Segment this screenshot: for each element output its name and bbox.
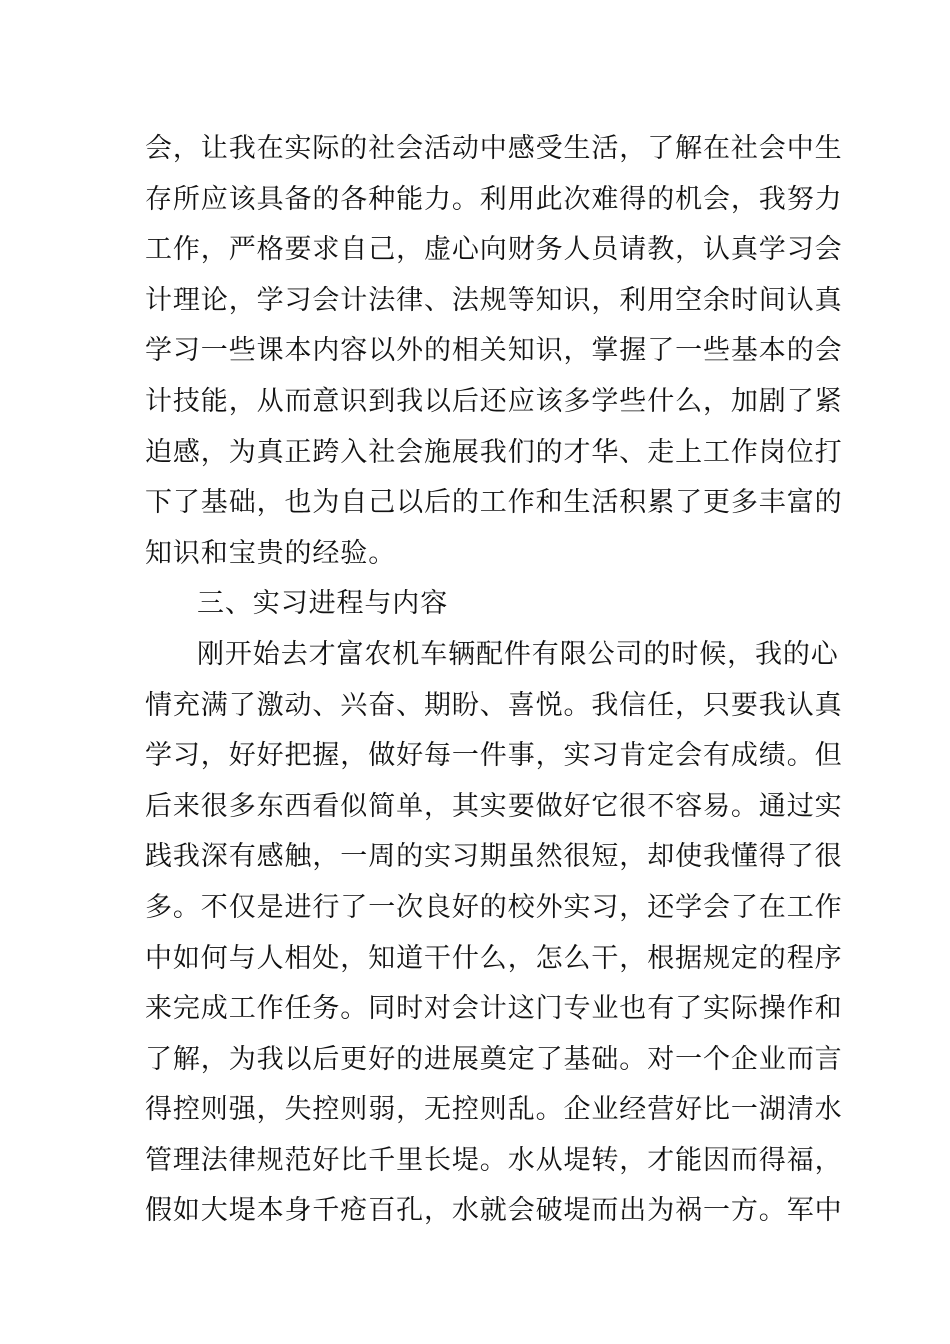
paragraph-1-line: 学习一些课本内容以外的相关知识，掌握了一些基本的会 [145,335,843,367]
paragraph-1-line: 工作，严格要求自己，虚心向财务人员请教，认真学习会 [145,234,843,266]
paragraph-2-line: 来完成工作任务。同时对会计这门专业也有了实际操作和 [145,993,843,1025]
paragraph-1-line: 知识和宝贵的经验。 [145,537,397,569]
paragraph-2-line: 管理法律规范好比千里长堤。水从堤转，才能因而得福， [145,1144,843,1176]
paragraph-1-line: 计技能，从而意识到我以后还应该多学些什么，加剧了紧 [145,385,843,417]
paragraph-1-line: 下了基础，也为自己以后的工作和生活积累了更多丰富的 [145,487,843,519]
paragraph-2-line: 多。不仅是进行了一次良好的校外实习，还学会了在工作 [145,891,843,923]
paragraph-2-line: 得控则强，失控则弱，无控则乱。企业经营好比一湖清水 [145,1094,843,1126]
paragraph-2-line: 学习，好好把握，做好每一件事，实习肯定会有成绩。但 [145,740,843,772]
section-heading: 三、实习进程与内容 [197,588,449,620]
paragraph-1-line: 存所应该具备的各种能力。利用此次难得的机会，我努力 [145,183,843,215]
paragraph-2-line: 刚开始去才富农机车辆配件有限公司的时候，我的心 [197,638,839,670]
document-body [145,124,843,1237]
paragraph-1-line: 迫感，为真正跨入社会施展我们的才华、走上工作岗位打 [145,436,843,468]
paragraph-2-line: 假如大堤本身千疮百孔，水就会破堤而出为祸一方。军中 [145,1195,843,1227]
paragraph-1-line: 会，让我在实际的社会活动中感受生活，了解在社会中生 [145,133,843,164]
paragraph-2-line: 了解，为我以后更好的进展奠定了基础。对一个企业而言 [145,1043,843,1075]
paragraph-2-line: 中如何与人相处，知道干什么，怎么干，根据规定的程序 [145,942,843,974]
paragraph-1-line: 计理论，学习会计法律、法规等知识，利用空余时间认真 [145,284,843,316]
paragraph-2-line: 后来很多东西看似简单，其实要做好它很不容易。通过实 [145,790,843,822]
paragraph-2-line: 情充满了激动、兴奋、期盼、喜悦。我信任，只要我认真 [145,689,843,721]
paragraph-2-line: 践我深有感触，一周的实习期虽然很短，却使我懂得了很 [145,841,843,873]
